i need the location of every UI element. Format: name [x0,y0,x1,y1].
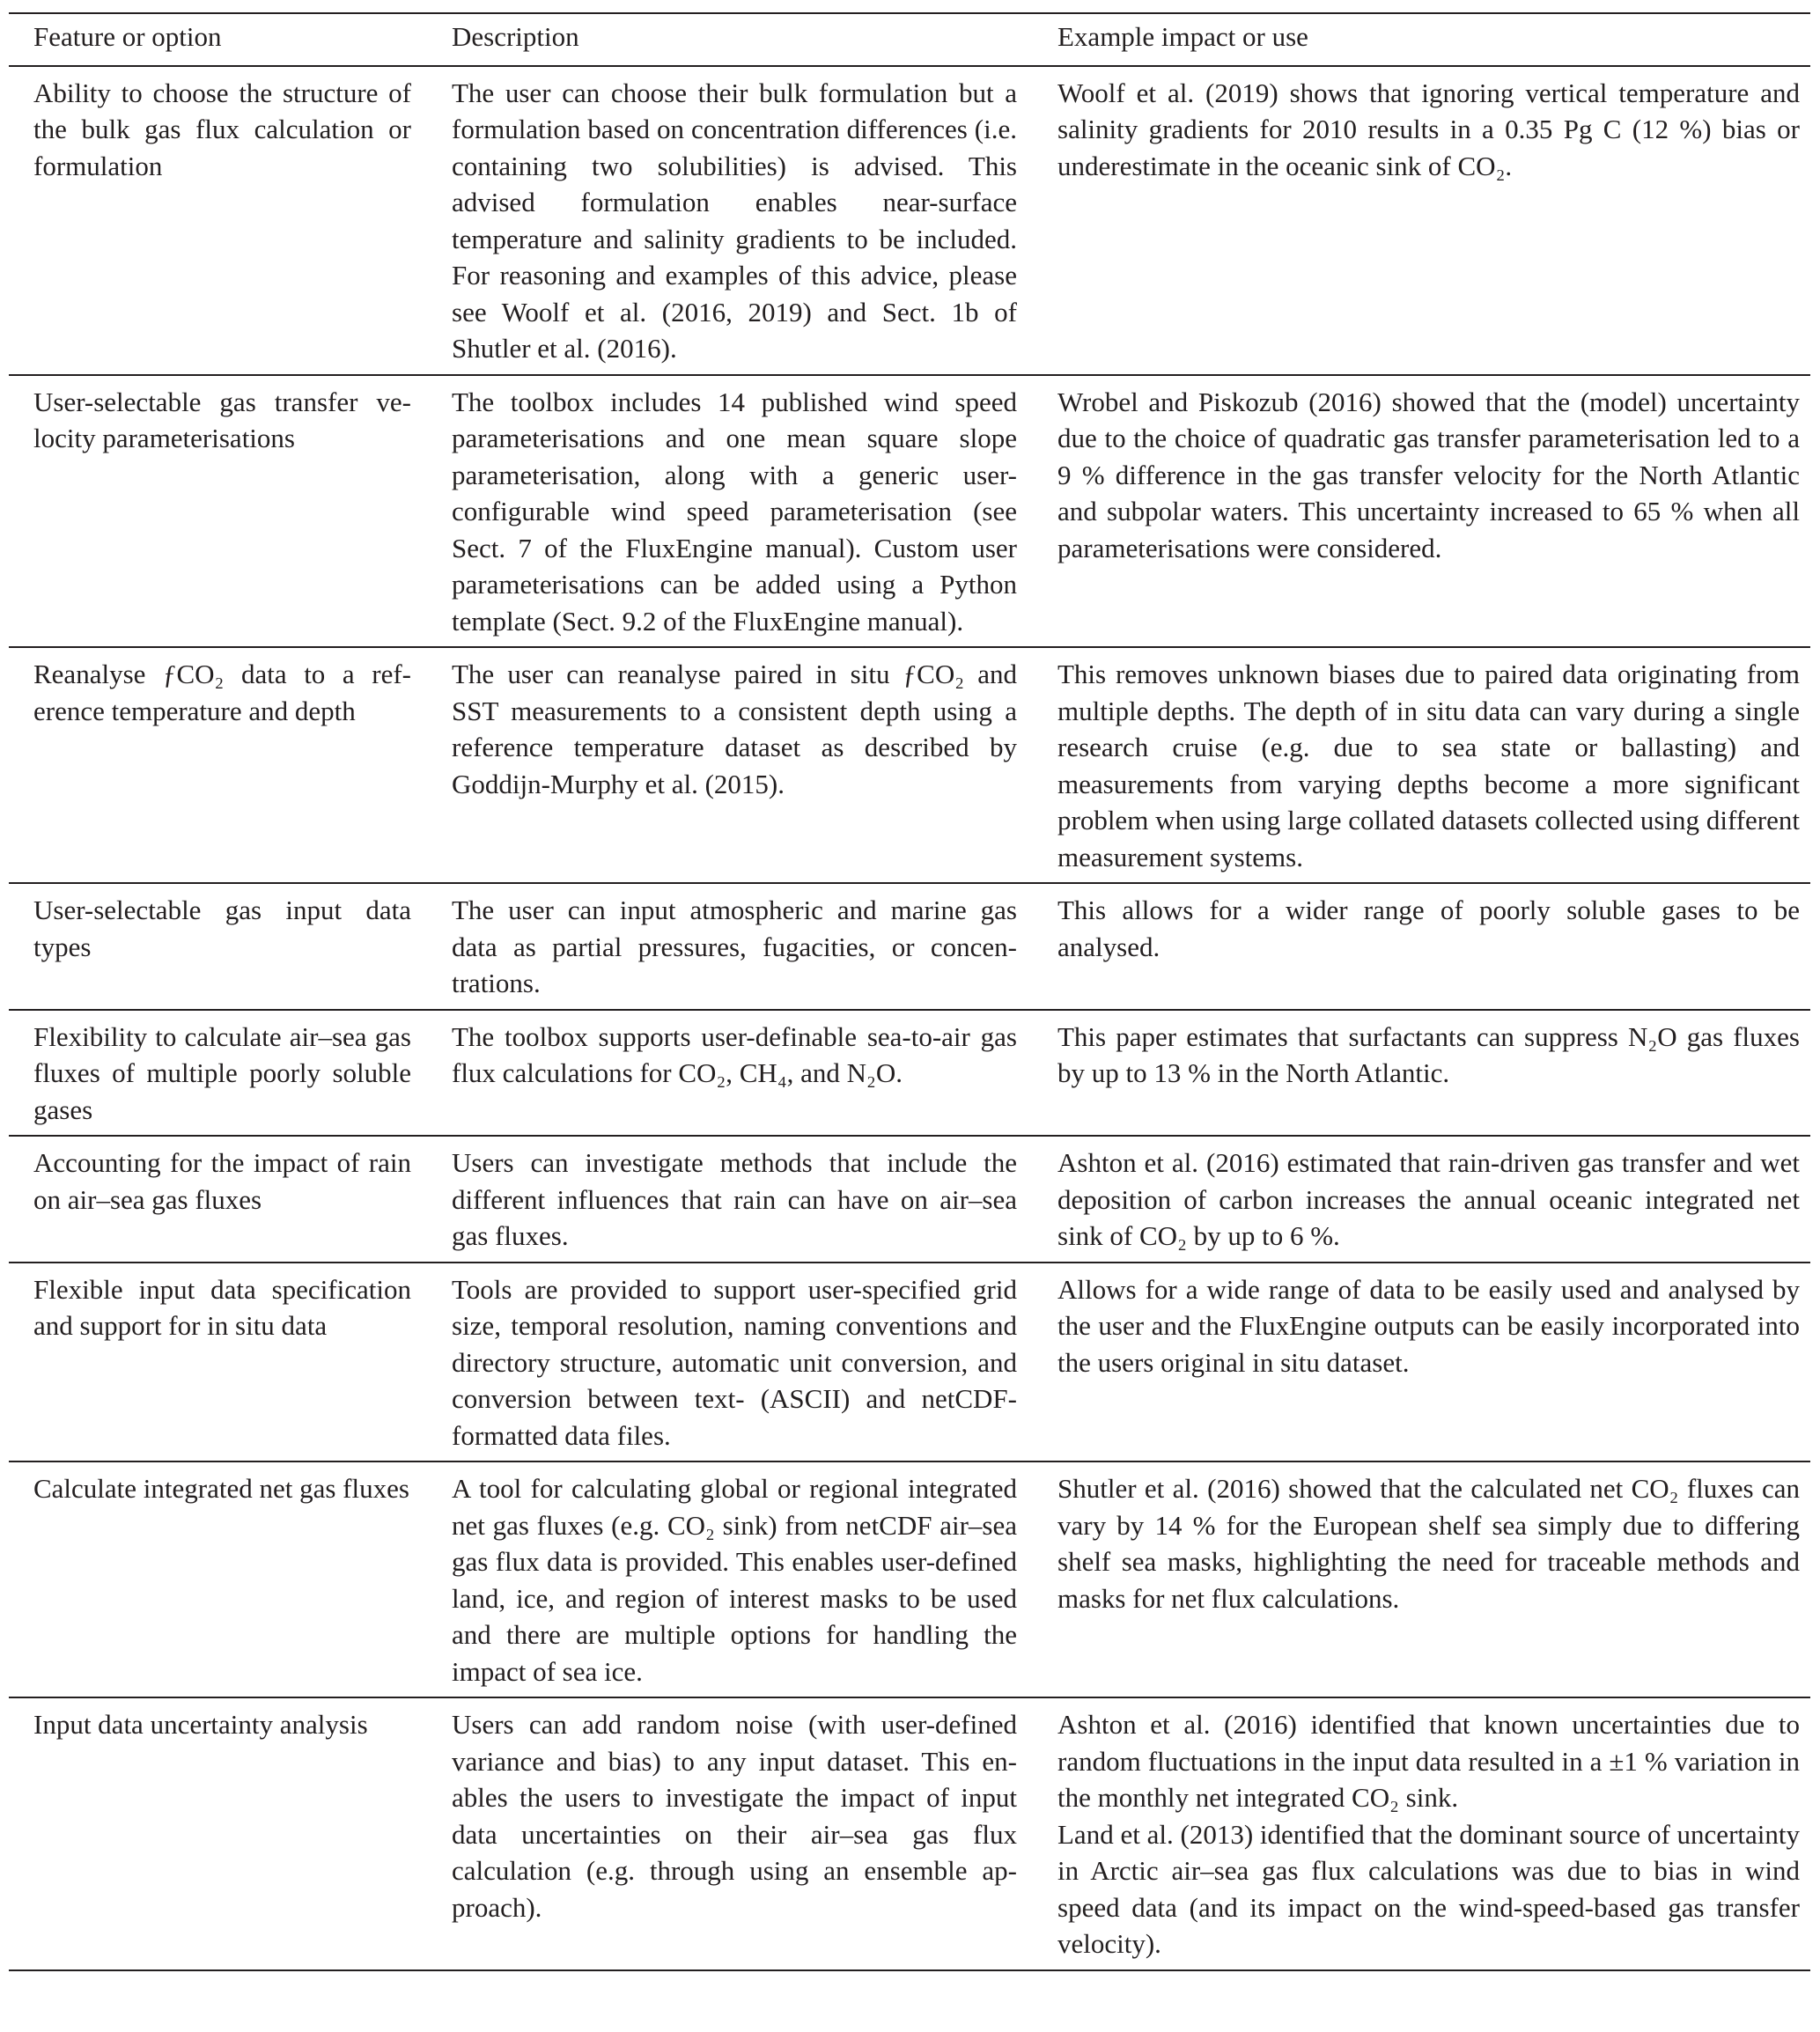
impact-text: Allows for a wide range of data to be easily used and analysed by the user and the FluxEngine outputs can be easily incorporated into the users original in situ dataset. [1057,1273,1800,1378]
table-body [9,66,1810,1970]
description-text: The user can reanalyse paired in situ ƒCO₂ and SST measurements to a consistent depth using a reference temperature dataset as described by Goddijn-Murphy et al. (2015). [452,659,1017,799]
table-row [9,1461,1810,1697]
feature-text: Ability to choose the structure of the bulk gas flux calculation or formulation [33,77,411,181]
impact-cell [1033,66,1810,375]
header-description: Description [452,21,579,52]
table-row [9,883,1810,1010]
feature-cell [9,1263,427,1462]
description-text: Tools are provided to support user-specified grid size, temporal resolution, naming conventions and directory structure, automatic unit conversion, and conversion between text- (ASCII) and netCDF-formatted data files. [452,1273,1017,1451]
header-impact: Example impact or use [1057,21,1308,52]
feature-cell [9,66,427,375]
impact-cell [1033,647,1810,883]
impact-text: Woolf et al. (2019) shows that ignoring vertical temperature and salinity gradients for 2010 results in a 0.35 Pg C (12 %) bias or underestimate in the oceanic sink of CO₂. [1057,77,1800,181]
feature-text: Flexibility to calculate air–sea gas fluxes of multiple poorly soluble gases [33,1020,411,1125]
feature-cell [9,375,427,648]
impact-cell [1033,1697,1810,1970]
description-cell [427,647,1033,883]
impact-text: Shutler et al. (2016) showed that the calculated net CO₂ fluxes can vary by 14 % for the European shelf sea simply due to differing shelf sea masks, highlighting the need for traceable methods and masks for net flux calculations. [1057,1473,1800,1614]
table-row [9,375,1810,648]
header-feature: Feature or option [33,21,222,52]
impact-cell [1033,1010,1810,1137]
description-text: A tool for calculating global or regional integrated net gas fluxes (e.g. CO₂ sink) from netCDF air–sea gas flux data is provided. This enables user-defined land, ice, and region of interest masks to be used and there are multiple options for handling the impact of sea ice. [452,1473,1017,1687]
description-text: The user can input atmospheric and marine gas data as partial pressures, fugacities, or concentrations. [452,895,1017,998]
impact-text: This allows for a wider range of poorly soluble gases to be analysed. [1057,895,1800,962]
table-row [9,66,1810,375]
feature-text: Calculate integrated net gas fluxes [33,1473,409,1504]
feature-cell [9,1461,427,1697]
impact-text: Wrobel and Piskozub (2016) showed that the (model) uncertainty due to the choice of quadratic gas transfer parameterisation led to a 9 % difference in the gas transfer velocity for the North Atlantic and subpolar waters. This uncertainty increased to 65 % when all parameterisations were considered. [1057,386,1800,563]
feature-text: Accounting for the impact of rain on air–sea gas fluxes [33,1147,411,1215]
impact-cell [1033,375,1810,648]
feature-table-container [9,12,1810,1971]
description-cell [427,1697,1033,1970]
impact-cell [1033,1263,1810,1462]
description-cell [427,1461,1033,1697]
impact-text: Ashton et al. (2016) estimated that rain-driven gas transfer and wet deposition of carbon increases the annual oceanic integrated net sink of CO₂ by up to 6 %. [1057,1147,1800,1251]
table-row [9,1010,1810,1137]
impact-cell [1033,1461,1810,1697]
feature-text: Input data uncertainty analysis [33,1709,368,1740]
feature-table [9,12,1810,1971]
feature-cell [9,883,427,1010]
table-row [9,1697,1810,1970]
description-cell [427,883,1033,1010]
table-row [9,1263,1810,1462]
description-text: Users can investigate methods that include the different influences that rain can have on air–sea gas fluxes. [452,1147,1017,1251]
table-row [9,647,1810,883]
description-text: The user can choose their bulk formulation but a formulation based on concentration differences (i.e. containing two solubilities) is advised. This advised formulation enables near-surface temperature and salinity gradients to be included. For reasoning and examples of this advice, please see Woolf et al. (2016, 2019) and Sect. 1b of Shutler et al. (2016). [452,77,1017,364]
description-text: The toolbox supports user-definable sea-to-air gas flux calculations for CO₂, CH₄, and N₂O. [452,1020,1017,1088]
description-cell [427,1136,1033,1263]
feature-cell [9,1136,427,1263]
impact-text: Land et al. (2013) identified that the dominant source of uncertainty in Arctic air–sea gas flux calculations was due to bias in wind speed data (and its impact on the wind-speed-based gas transfer velocity). [1057,1818,1800,1959]
table-header [9,13,1810,66]
impact-cell [1033,883,1810,1010]
table-row [9,1136,1810,1263]
feature-cell [9,1697,427,1970]
feature-text: User-selectable gas transfer velocity parameterisations [33,386,411,453]
impact-text: This paper estimates that surfactants can suppress N₂O gas fluxes by up to 13 % in the North Atlantic. [1057,1020,1800,1088]
description-cell [427,66,1033,375]
feature-text: Reanalyse ƒCO₂ data to a reference temperature and depth [33,659,411,726]
description-text: Users can add random noise (with user-defined variance and bias) to any input dataset. This enables the users to investigate the impact of input data uncertainties on their air–sea gas flux calculation (e.g. through using an ensemble approach). [452,1709,1017,1923]
description-text: The toolbox includes 14 published wind speed parameterisations and one mean square slope parameterisation, along with a generic user-configurable wind speed parameterisation (see Sect. 7 of the FluxEngine manual). Custom user parameterisations can be added using a Python template (Sect. 9.2 of the FluxEngine manual). [452,386,1017,637]
feature-text: User-selectable gas input data types [33,895,411,962]
feature-text: Flexible input data specification and support for in situ data [33,1273,411,1341]
header-row [9,13,1810,66]
feature-cell [9,647,427,883]
impact-cell [1033,1136,1810,1263]
feature-cell [9,1010,427,1137]
description-cell [427,375,1033,648]
description-cell [427,1263,1033,1462]
impact-text: This removes unknown biases due to paired data originating from multiple depths. The depth of in situ data can vary during a single research cruise (e.g. due to sea state or ballasting) and measurements from varying depths become a more significant problem when using large collated datasets collected using different measurement systems. [1057,659,1800,872]
description-cell [427,1010,1033,1137]
impact-text: Ashton et al. (2016) identified that known uncertainties due to random fluctuations in the input data resulted in a ±1 % variation in the monthly net integrated CO₂ sink. [1057,1709,1800,1813]
